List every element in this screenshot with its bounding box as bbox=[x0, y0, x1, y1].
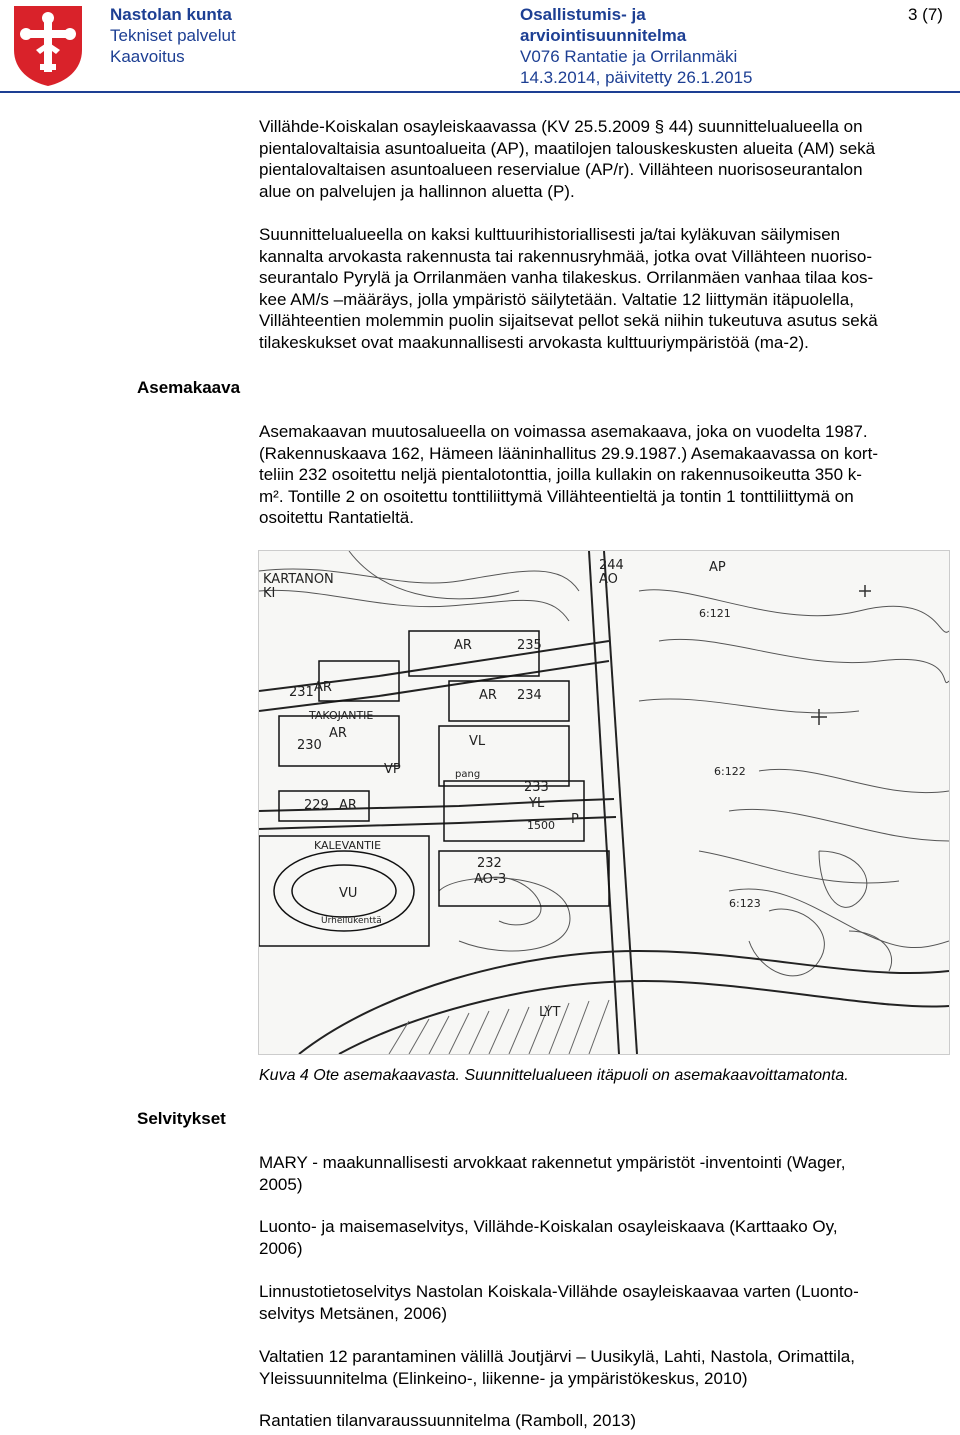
map-label-ar: AR bbox=[479, 688, 497, 703]
map-label-ao3: AO-3 bbox=[474, 872, 507, 887]
header-doc-title-2: arviointisuunnitelma bbox=[520, 26, 687, 45]
asemakaava-line: (Rakennuskaava 162, Hämeen lääninhallitus 29.9.1987.) Asemakaavassa on kort- bbox=[259, 443, 878, 463]
map-label-kartanon: KARTANON bbox=[263, 572, 334, 587]
reference-line: Luonto- ja maisemaselvitys, Villähde-Koiskalan osayleiskaava (Karttaako Oy, bbox=[259, 1217, 838, 1236]
reference-line: MARY - maakunnallisesti arvokkaat rakennetut ympäristöt -inventointi (Wager, bbox=[259, 1153, 846, 1172]
map-block-244: 244 bbox=[599, 558, 624, 573]
map-label-ao: AO bbox=[599, 572, 618, 587]
reference-line: selvitys Metsänen, 2006) bbox=[259, 1303, 448, 1323]
map-height-6123: 6:123 bbox=[729, 897, 761, 910]
intro-line: pientalovaltaisen asuntoalueen reservialue (AP/r). Villähteen nuorisoseurantalon bbox=[259, 160, 863, 179]
map-label-yl: YL bbox=[529, 796, 545, 811]
header-dates: 14.3.2014, päivitetty 26.1.2015 bbox=[520, 68, 753, 87]
detailed-plan-map-excerpt bbox=[258, 550, 950, 1055]
header-doc-title-1: Osallistumis- ja bbox=[520, 5, 646, 24]
asemakaava-line: m². Tontille 2 on osoitettu tonttiliittymä Villähteentieltä ja tontin 1 tonttiliittymä on bbox=[259, 486, 854, 506]
map-block-235: 235 bbox=[517, 638, 542, 653]
reference-line: Valtatien 12 parantaminen välillä Joutjärvi – Uusikylä, Lahti, Nastola, Orimattila, bbox=[259, 1347, 855, 1366]
map-label-p: P bbox=[571, 812, 579, 827]
intro-line: pientalovaltaisia asuntoalueita (AP), maatilojen talouskeskusten alueita (AM) sekä bbox=[259, 138, 876, 158]
header-document-block bbox=[520, 4, 753, 88]
asemakaava-paragraph bbox=[259, 421, 951, 529]
map-label-vp: VP bbox=[384, 762, 401, 777]
asemakaava-line: teliin 232 osoitettu neljä pientalotonttia, joilla kullakin on rakennusoikeutta 350 k- bbox=[259, 465, 862, 484]
map-label-vl: VL bbox=[469, 734, 486, 749]
reference-line: Yleissuunnitelma (Elinkeino-, liikenne- ja ympäristökeskus, 2010) bbox=[259, 1368, 748, 1388]
reference-line: 2005) bbox=[259, 1174, 303, 1194]
reference-item bbox=[259, 1216, 951, 1259]
figure-caption: Kuva 4 Ote asemakaavasta. Suunnittelualueen itäpuoli on asemakaavoittamatonta. bbox=[259, 1067, 849, 1084]
contour-lines bbox=[259, 551, 949, 976]
section-heading-selvitykset: Selvitykset bbox=[137, 1109, 226, 1128]
highway-hatching bbox=[389, 1000, 609, 1054]
header-department: Tekniset palvelut bbox=[110, 26, 236, 45]
map-label-ap: AP bbox=[709, 560, 726, 575]
reference-line: Linnustotietoselvitys Nastolan Koiskala-Villähde osayleiskaavaa varten (Luonto- bbox=[259, 1282, 859, 1301]
intro-line: Villähde-Koiskalan osayleiskaavassa (KV 25.5.2009 § 44) suunnittelualueella on bbox=[259, 117, 863, 136]
map-label-pang: pang bbox=[455, 769, 481, 780]
map-block-229: 229 bbox=[304, 798, 329, 813]
map-label-lyt: LYT bbox=[539, 1005, 561, 1020]
map-label-1500: 1500 bbox=[527, 819, 555, 832]
heritage-line: tilakeskukset ovat maakunnallisesti arvokasta kulttuuriympäristöä (ma-2). bbox=[259, 332, 809, 352]
asemakaava-line: osoitettu Rantatieltä. bbox=[259, 508, 414, 527]
map-label-urheilukentta: Urheilukenttä bbox=[321, 916, 382, 926]
asemakaava-line: Asemakaavan muutosalueella on voimassa asemakaava, joka on vuodelta 1987. bbox=[259, 422, 868, 441]
map-label-kalevantie: KALEVANTIE bbox=[314, 839, 382, 852]
map-block-231: 231 bbox=[289, 685, 314, 700]
map-label-takojantie: TAKOJANTIE bbox=[309, 709, 374, 722]
page-number: 3 (7) bbox=[908, 5, 943, 24]
reference-item bbox=[259, 1281, 951, 1324]
reference-line: 2006) bbox=[259, 1238, 303, 1258]
heritage-line: Villähteentien molemmin puolin sijaitsevat pellot sekä niihin tukeutuva asutus sekä bbox=[259, 311, 878, 330]
roads bbox=[259, 551, 949, 1054]
header-divider bbox=[0, 91, 960, 93]
header-org-name: Nastolan kunta bbox=[110, 5, 232, 24]
map-label-ar: AR bbox=[314, 680, 332, 695]
header-unit: Kaavoitus bbox=[110, 47, 185, 66]
map-label-ar: AR bbox=[339, 798, 357, 813]
map-height-6122: 6:122 bbox=[714, 765, 746, 778]
plan-blocks bbox=[259, 631, 609, 946]
header-project: V076 Rantatie ja Orrilanmäki bbox=[520, 47, 738, 66]
map-height-6121: 6:121 bbox=[699, 607, 731, 620]
section-heading-asemakaava: Asemakaava bbox=[137, 378, 241, 397]
map-label-ki: KI bbox=[263, 586, 276, 601]
municipality-coat-of-arms-logo bbox=[10, 4, 86, 88]
map-block-232: 232 bbox=[477, 856, 502, 871]
intro-paragraph bbox=[259, 116, 951, 202]
map-label-ar: AR bbox=[454, 638, 472, 653]
map-block-233: 233 bbox=[524, 780, 549, 795]
map-block-234: 234 bbox=[517, 688, 542, 703]
map-block-230: 230 bbox=[297, 738, 322, 753]
heritage-paragraph bbox=[259, 224, 951, 353]
reference-item bbox=[259, 1346, 951, 1389]
map-label-vu: VU bbox=[339, 886, 358, 901]
heritage-line: Suunnittelualueella on kaksi kulttuurihistoriallisesti ja/tai kyläkuvan säilymisen bbox=[259, 225, 841, 244]
heritage-line: kee AM/s –määräys, jolla ympäristö säilytetään. Valtatie 12 liittymän itäpuolella, bbox=[259, 289, 854, 309]
reference-item bbox=[259, 1152, 951, 1195]
reference-item bbox=[259, 1410, 951, 1432]
heritage-line: seurantalo Pyrylä ja Orrilanmäen vanha tilakeskus. Orrilanmäen vanhaa tilaa kos- bbox=[259, 268, 874, 287]
reference-line: Rantatien tilanvaraussuunnitelma (Ramboll, 2013) bbox=[259, 1411, 637, 1430]
heritage-line: kannalta arvokasta rakennusta tai rakennusryhmää, jotka ovat Villähteen nuoriso- bbox=[259, 246, 872, 266]
cross-markers bbox=[811, 585, 871, 725]
header-org-block bbox=[110, 4, 236, 67]
map-label-ar: AR bbox=[329, 726, 347, 741]
intro-line: alue on palvelujen ja hallinnon aluetta (P). bbox=[259, 181, 575, 201]
